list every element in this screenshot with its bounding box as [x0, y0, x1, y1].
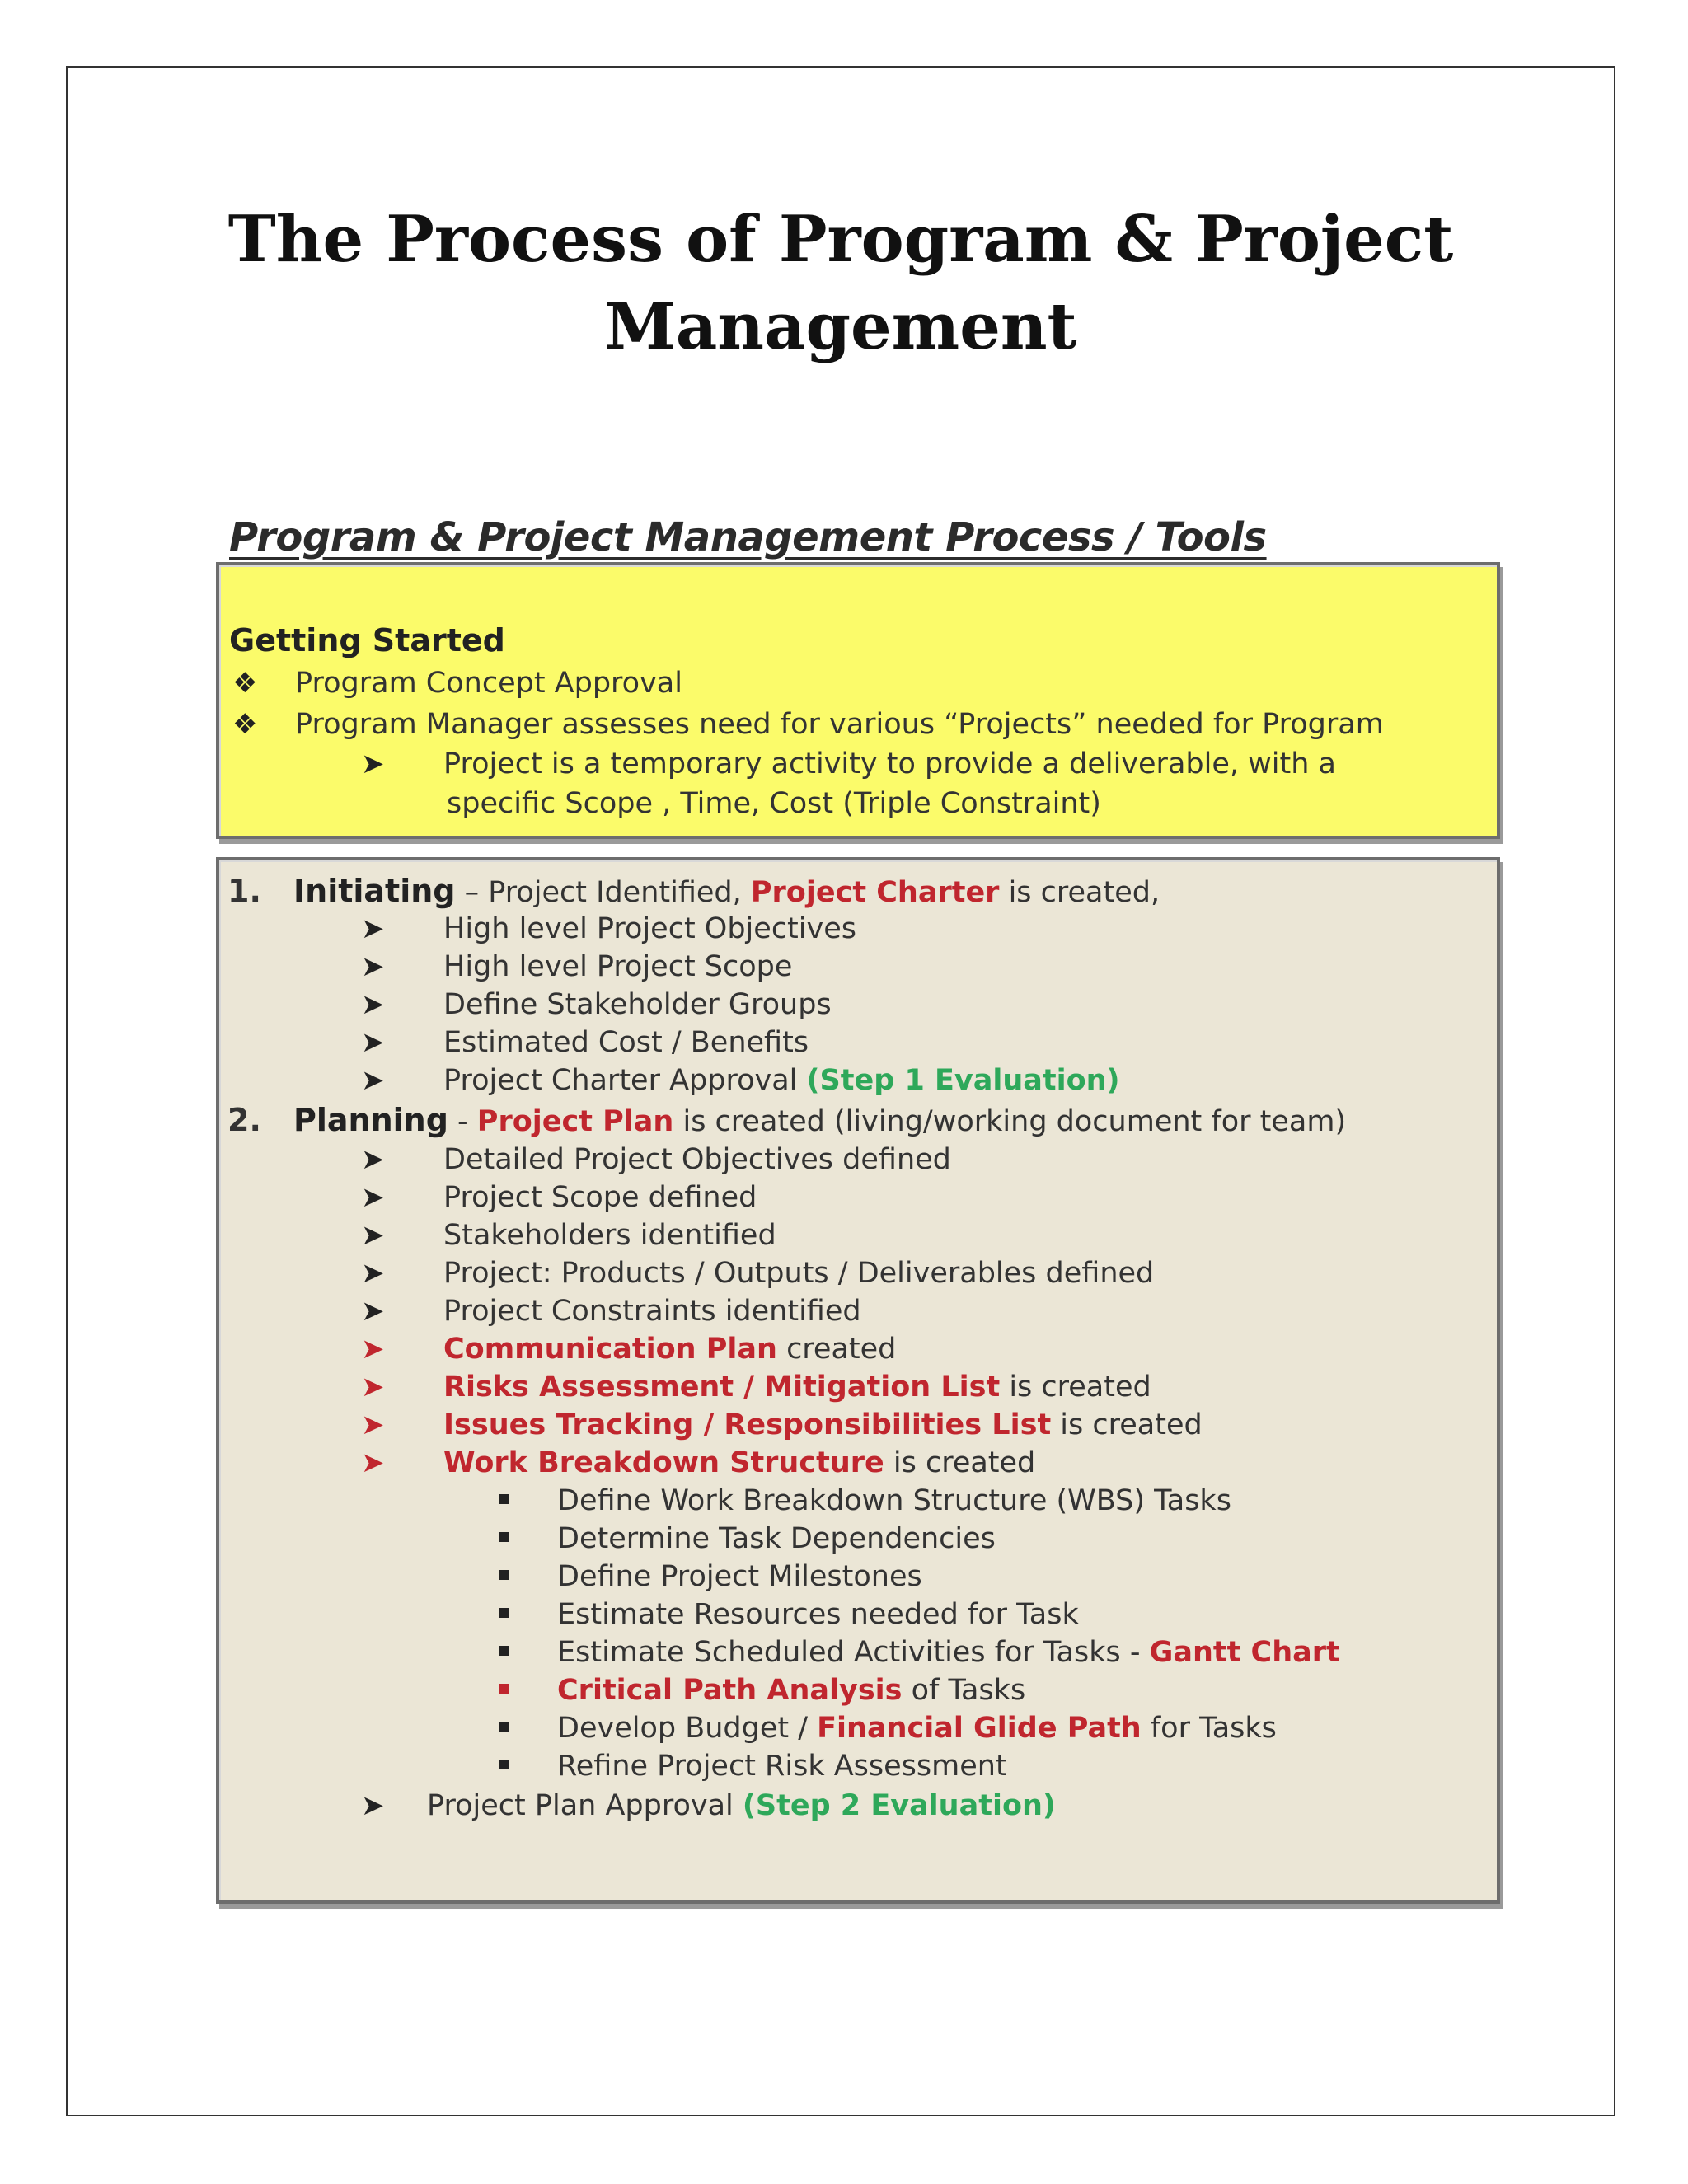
square-icon — [499, 1608, 509, 1618]
communication-plan-highlight: Communication Plan — [443, 1333, 777, 1366]
planning-heading-row — [293, 1101, 1346, 1141]
step-number-2: 2. — [227, 1102, 261, 1138]
critical-path-highlight: Critical Path Analysis — [557, 1674, 903, 1707]
initiating-tail: is created, — [999, 876, 1160, 909]
planning-item: Detailed Project Objectives defined — [443, 1143, 951, 1176]
initiating-item: Define Stakeholder Groups — [443, 988, 832, 1021]
arrowhead-icon: ➤ — [361, 1408, 385, 1441]
planning-item: Project Scope defined — [443, 1181, 757, 1214]
planning-item: Stakeholders identified — [443, 1219, 776, 1252]
gantt-chart-highlight: Gantt Chart — [1149, 1636, 1340, 1669]
square-icon — [499, 1684, 509, 1694]
document-title — [66, 196, 1615, 371]
wbs-item: Determine Task Dependencies — [557, 1522, 996, 1555]
project-definition-line-1: Project is a temporary activity to provide a deliverable, with a — [443, 748, 1336, 780]
communication-plan-tail: created — [776, 1333, 897, 1366]
getting-started-heading: Getting Started — [229, 622, 505, 658]
initiating-item: Estimated Cost / Benefits — [443, 1026, 809, 1059]
arrowhead-icon: ➤ — [361, 748, 385, 780]
step-1-evaluation: (Step 1 Evaluation) — [806, 1064, 1120, 1097]
communication-plan-row — [443, 1330, 896, 1368]
risk-assessment-row — [443, 1368, 1151, 1406]
bullet-program-manager: Program Manager assesses need for various “Projects” needed for Program — [295, 708, 1384, 741]
square-icon — [499, 1722, 509, 1732]
arrowhead-icon: ➤ — [361, 1333, 385, 1366]
gantt-text: Estimate Scheduled Activities for Tasks - — [557, 1636, 1150, 1669]
project-charter-highlight: Project Charter — [750, 876, 1000, 909]
arrowhead-icon: ➤ — [361, 1064, 385, 1097]
issues-tracking-row — [443, 1406, 1203, 1444]
plan-approval: Project Plan Approval — [427, 1789, 743, 1822]
wbs-item: Define Project Milestones — [557, 1560, 922, 1593]
glide-path-highlight: Financial Glide Path — [817, 1712, 1142, 1745]
planning-heading: Planning — [293, 1102, 448, 1138]
square-icon — [499, 1532, 509, 1542]
arrowhead-icon: ➤ — [361, 1181, 385, 1214]
initiating-item: High level Project Objectives — [443, 912, 856, 945]
arrowhead-icon: ➤ — [361, 1143, 385, 1176]
arrowhead-icon: ➤ — [361, 1026, 385, 1059]
arrowhead-icon: ➤ — [361, 1257, 385, 1290]
arrowhead-icon: ➤ — [361, 1219, 385, 1252]
risk-assessment-highlight: Risks Assessment / Mitigation List — [443, 1371, 1001, 1404]
budget-text: Develop Budget / — [557, 1712, 818, 1745]
risk-assessment-tail: is created — [1000, 1371, 1151, 1404]
four-diamond-icon: ❖ — [232, 708, 258, 741]
critical-path-row — [557, 1671, 1025, 1709]
planning-item: Project: Products / Outputs / Deliverables defined — [443, 1257, 1155, 1290]
arrowhead-icon: ➤ — [361, 950, 385, 983]
wbs-item: Estimate Resources needed for Task — [557, 1598, 1079, 1631]
gantt-row — [557, 1633, 1340, 1671]
arrowhead-icon: ➤ — [361, 912, 385, 945]
arrowhead-icon: ➤ — [361, 1789, 385, 1822]
bullet-concept-approval: Program Concept Approval — [295, 667, 682, 700]
budget-tail: for Tasks — [1141, 1712, 1277, 1745]
arrowhead-icon: ➤ — [361, 1371, 385, 1404]
wbs-item: Define Work Breakdown Structure (WBS) Tasks — [557, 1484, 1231, 1517]
arrowhead-icon: ➤ — [361, 1446, 385, 1479]
arrowhead-icon: ➤ — [361, 1295, 385, 1328]
step-number-1: 1. — [227, 873, 261, 909]
title-line-1: The Process of Program & Project — [227, 202, 1454, 277]
project-plan-highlight: Project Plan — [476, 1105, 674, 1138]
arrowhead-icon: ➤ — [361, 988, 385, 1021]
budget-row — [557, 1709, 1277, 1747]
section-title: Program & Project Management Process / Tools — [229, 514, 1267, 560]
wbs-highlight: Work Breakdown Structure — [443, 1446, 884, 1479]
wbs-tail: is created — [884, 1446, 1036, 1479]
wbs-item: Refine Project Risk Assessment — [557, 1750, 1007, 1783]
issues-tracking-tail: is created — [1051, 1408, 1203, 1441]
plan-approval-row — [427, 1787, 1056, 1825]
four-diamond-icon: ❖ — [232, 667, 258, 700]
initiating-intro: – Project Identified, — [455, 876, 751, 909]
planning-tail: is created (living/working document for team) — [673, 1105, 1347, 1138]
issues-tracking-highlight: Issues Tracking / Responsibilities List — [443, 1408, 1052, 1441]
planning-intro: - — [448, 1105, 477, 1138]
initiating-heading-row — [293, 872, 1160, 912]
charter-approval: Project Charter Approval — [443, 1064, 807, 1097]
project-definition-line-2: specific Scope , Time, Cost (Triple Constraint) — [447, 787, 1101, 820]
square-icon — [499, 1760, 509, 1769]
initiating-heading: Initiating — [293, 873, 456, 909]
charter-approval-row — [443, 1062, 1120, 1099]
step-2-evaluation: (Step 2 Evaluation) — [742, 1789, 1056, 1822]
critical-path-tail: of Tasks — [902, 1674, 1026, 1707]
square-icon — [499, 1570, 509, 1580]
planning-item: Project Constraints identified — [443, 1295, 861, 1328]
square-icon — [499, 1646, 509, 1656]
wbs-row — [443, 1444, 1035, 1482]
title-line-2: Management — [604, 289, 1077, 364]
square-icon — [499, 1494, 509, 1504]
initiating-item: High level Project Scope — [443, 950, 793, 983]
